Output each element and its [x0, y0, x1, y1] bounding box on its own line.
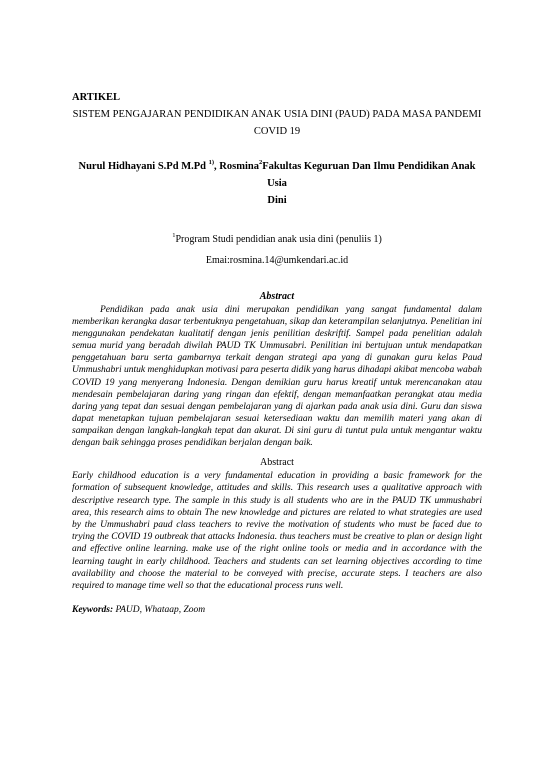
faculty-name: Fakultas Keguruan Dan Ilmu Pendidikan Anak Usia	[262, 161, 476, 189]
title-line-2: COVID 19	[253, 126, 301, 137]
author-1-sup: 1)	[208, 159, 215, 166]
author-2-sup: 2	[258, 159, 263, 166]
abstract-en-heading: Abstract	[260, 457, 294, 469]
affiliation	[72, 231, 482, 248]
keywords-label: Keywords:	[72, 605, 114, 616]
paper-page	[72, 91, 482, 616]
author-email: Emai:rosmina.14@umkendari.ac.id	[205, 255, 349, 266]
paper-title	[72, 106, 482, 140]
title-line-1: SISTEM PENGAJARAN PENDIDIKAN ANAK USIA DINI (PAUD) PADA MASA PANDEMI	[72, 109, 482, 120]
abstract-id-heading: Abstract	[259, 291, 295, 302]
affiliation-sup: 1	[172, 232, 176, 239]
abstract-id-body: Pendidikan pada anak usia dini merupakan pendidikan yang sangat fundamental dalam memberikan kerangka dasar terbentuknya pengetahuan, sikap dan keterampilan selanjutnya. Penelitian ini menggunakan pendekatan kualitatif dengan jenis penilitian deskriftif. Sampel pada penelitian adalah semua murid yang beradah diwilah PAUD TK Ummusabri. Penilitian ini bertujuan untuk mendapatkan penggetahuan baru serta gambarnya terkait dengan strategi apa yang di gunakan guru kelas Paud Ummushabri untuk menghidupkan motivasi para peserta didik yang harus dihadapi akibat mencoba wabah COVID 19 yang menyerang Indonesia. Dengan demikian guru harus kreatif untuk merencanakan atau mendesain pembelajaran daring yang ringan dan efektif, dengan memanfaatkan perangkat atau media daring yang tepat dan sesuai dengan pembelajaran yang di ajarkan pada anak usia dini. Guru dan siswa dapat menetapkan tujuan pembelajaran sesuai ketersediaan waktu dan memilih materi yang akan di sampaikan dengan langkah-langkah tepat dan akurat. Di sini guru di tuntut pula untuk mengantur waktu dengan baik sehingga proses pendidikan berjalan dengan baik.	[72, 305, 482, 449]
affiliation-text: Program Studi pendidian anak usia dini (penuliis 1)	[175, 234, 382, 245]
abstract-en-body: Early childhood education is a very fundamental education in providing a basic framework for the formation of subsequent knowledge, attitudes and skills. This research uses a qualitative approach with descriptive research type. The sample in this study is all students who are in the PAUD TK ummushabri area, this research aims to obtain The new knowledge and pictures are related to what strategies are used by the Ummushabri paud class teachers to revive the motivation of students who must be faced due to trying the COVID 19 outbreak that attacks Indonesia. thus teachers must be creative to plan or design light and effective online learning. make use of the right online tools or media and in accordance with the learning taught in early childhood. Teachers and students can set learning objectives according to time availability and choose the material to be conveyed with precise, accurate steps. I teachers are also required to manage time well so that the educational process runs well.	[72, 471, 482, 591]
author-line-2: Dini	[267, 195, 287, 206]
article-label: ARTIKEL	[72, 92, 121, 103]
author-line-1	[72, 158, 482, 192]
author-block	[72, 158, 482, 209]
keywords	[72, 604, 482, 616]
keywords-value: PAUD, Whataap, Zoom	[113, 605, 206, 616]
author-separator: , Rosmina	[214, 161, 259, 172]
author-1-name: Nurul Hidhayani S.Pd M.Pd	[78, 161, 209, 172]
